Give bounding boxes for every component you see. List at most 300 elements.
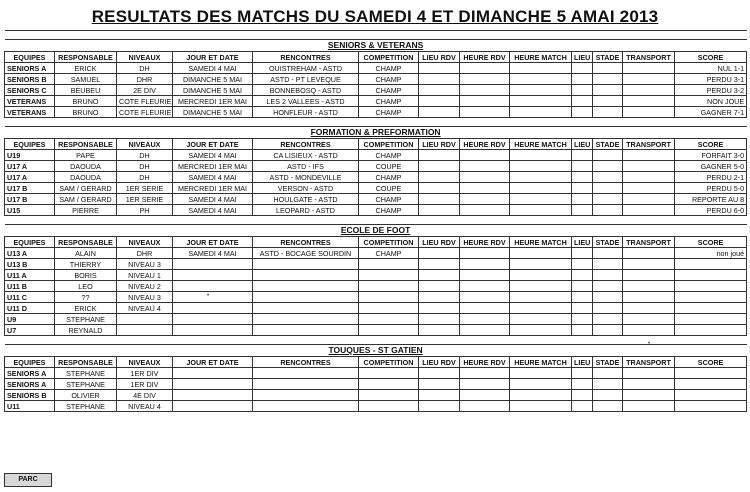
- table-cell: ASTD - IFS: [253, 161, 359, 172]
- table-cell: [460, 96, 510, 107]
- table-cell: [173, 270, 253, 281]
- table-row: [5, 172, 747, 183]
- table-cell: STEPHANE: [55, 314, 117, 325]
- table-cell: [593, 107, 623, 118]
- score-cell: [675, 259, 747, 270]
- table-cell: [593, 85, 623, 96]
- parc-button[interactable]: PARC: [4, 473, 52, 487]
- table-cell: VERSON - ASTD: [253, 183, 359, 194]
- table-cell: [460, 85, 510, 96]
- table-cell: [460, 107, 510, 118]
- table-cell: [593, 205, 623, 216]
- table-cell: [460, 270, 510, 281]
- table-cell: ??: [55, 292, 117, 303]
- table-cell: 1ER DIV: [117, 368, 173, 379]
- table-cell: [593, 63, 623, 74]
- table-cell: OLIVIER: [55, 390, 117, 401]
- team-cell: U11: [5, 401, 55, 412]
- score-cell: non joué: [675, 248, 747, 259]
- table-cell: [623, 63, 675, 74]
- table-cell: NIVEAU 2: [117, 281, 173, 292]
- table-cell: [253, 379, 359, 390]
- column-header: HEURE RDV: [460, 237, 510, 248]
- column-header: STADE: [593, 237, 623, 248]
- table-cell: COUPE: [359, 161, 419, 172]
- table-cell: [359, 259, 419, 270]
- table-cell: [623, 161, 675, 172]
- score-cell: PERDU 3-2: [675, 85, 747, 96]
- table-cell: [623, 85, 675, 96]
- table-cell: [419, 303, 460, 314]
- table-cell: [510, 161, 572, 172]
- table-cell: [460, 63, 510, 74]
- table-cell: [593, 368, 623, 379]
- table-cell: STEPHANE: [55, 379, 117, 390]
- table-cell: COUPE: [359, 183, 419, 194]
- score-cell: [675, 314, 747, 325]
- table-cell: [510, 172, 572, 183]
- table-cell: DH: [117, 161, 173, 172]
- table-cell: HOULGATE - ASTD: [253, 194, 359, 205]
- table-row: [5, 314, 747, 325]
- column-header: LIEU: [572, 52, 593, 63]
- table-cell: [623, 248, 675, 259]
- table-cell: [623, 368, 675, 379]
- table-cell: 1ER SERIE: [117, 194, 173, 205]
- column-header: HEURE MATCH: [510, 357, 572, 368]
- table-cell: [419, 161, 460, 172]
- table-cell: [510, 194, 572, 205]
- section-title: FORMATION & PREFORMATION: [5, 127, 747, 139]
- score-cell: NON JOUE: [675, 96, 747, 107]
- section-spacer: [5, 31, 747, 40]
- column-header: RESPONSABLE: [55, 139, 117, 150]
- table-cell: SAMEDI 4 MAI: [173, 150, 253, 161]
- table-cell: [419, 379, 460, 390]
- score-cell: PERDU 3-1: [675, 74, 747, 85]
- column-header: RESPONSABLE: [55, 52, 117, 63]
- table-cell: [510, 390, 572, 401]
- team-cell: U17 A: [5, 161, 55, 172]
- table-cell: [419, 74, 460, 85]
- table-cell: [572, 325, 593, 336]
- table-cell: PH: [117, 205, 173, 216]
- table-cell: [460, 401, 510, 412]
- table-cell: [173, 368, 253, 379]
- team-cell: SENIORS B: [5, 74, 55, 85]
- table-cell: DH: [117, 63, 173, 74]
- table-row: [5, 368, 747, 379]
- column-header: HEURE MATCH: [510, 237, 572, 248]
- table-cell: CHAMP: [359, 63, 419, 74]
- table-cell: [253, 314, 359, 325]
- table-cell: [572, 292, 593, 303]
- column-header: TRANSPORT: [623, 52, 675, 63]
- table-cell: [510, 63, 572, 74]
- table-cell: [253, 368, 359, 379]
- table-cell: [419, 150, 460, 161]
- table-cell: [460, 248, 510, 259]
- table-cell: [460, 161, 510, 172]
- table-row: [5, 390, 747, 401]
- table-cell: [359, 314, 419, 325]
- table-cell: COTE FLEURIE: [117, 107, 173, 118]
- stray-mark: •: [648, 341, 651, 347]
- table-cell: [572, 150, 593, 161]
- table-cell: [623, 107, 675, 118]
- table-cell: [510, 205, 572, 216]
- table-cell: [510, 259, 572, 270]
- table-cell: [253, 270, 359, 281]
- table-cell: CA LISIEUX - ASTD: [253, 150, 359, 161]
- table-cell: [593, 390, 623, 401]
- table-cell: [460, 183, 510, 194]
- table-cell: BONNEBOSQ - ASTD: [253, 85, 359, 96]
- table-cell: [173, 292, 253, 303]
- table-cell: [623, 150, 675, 161]
- table-cell: LEO: [55, 281, 117, 292]
- table-cell: [572, 281, 593, 292]
- table-cell: [623, 390, 675, 401]
- table-cell: [510, 107, 572, 118]
- table-cell: [253, 281, 359, 292]
- section-heading: [5, 127, 747, 139]
- table-cell: [173, 325, 253, 336]
- table-cell: [460, 259, 510, 270]
- team-cell: VETERANS: [5, 107, 55, 118]
- table-row: [5, 183, 747, 194]
- table-cell: PAPE: [55, 150, 117, 161]
- table-cell: [623, 401, 675, 412]
- table-cell: [623, 325, 675, 336]
- column-header: RESPONSABLE: [55, 357, 117, 368]
- column-header: EQUIPES: [5, 139, 55, 150]
- team-cell: SENIORS A: [5, 379, 55, 390]
- column-header: LIEU: [572, 139, 593, 150]
- table-cell: [419, 172, 460, 183]
- stray-mark: •: [207, 293, 210, 299]
- table-cell: [572, 379, 593, 390]
- table-cell: [623, 259, 675, 270]
- table-cell: [359, 292, 419, 303]
- table-cell: [593, 379, 623, 390]
- team-cell: U7: [5, 325, 55, 336]
- table-row: [5, 85, 747, 96]
- table-cell: NIVEAU 4: [117, 303, 173, 314]
- table-cell: [593, 259, 623, 270]
- column-header: SCORE: [675, 357, 747, 368]
- table-cell: [623, 194, 675, 205]
- column-header: SCORE: [675, 139, 747, 150]
- table-cell: MERCREDI 1ER MAI: [173, 183, 253, 194]
- table-cell: [460, 205, 510, 216]
- table-cell: [460, 390, 510, 401]
- table-cell: CHAMP: [359, 172, 419, 183]
- score-cell: FORFAIT 3-0: [675, 150, 747, 161]
- header-row: [5, 237, 747, 248]
- table-cell: ERICK: [55, 303, 117, 314]
- score-cell: REPORTE AU 8: [675, 194, 747, 205]
- header-row: [5, 357, 747, 368]
- table-cell: [623, 183, 675, 194]
- table-cell: [623, 292, 675, 303]
- table-cell: [623, 314, 675, 325]
- table-cell: 1ER SERIE: [117, 183, 173, 194]
- table-cell: STEPHANE: [55, 368, 117, 379]
- table-cell: [173, 281, 253, 292]
- table-cell: NIVEAU 3: [117, 292, 173, 303]
- table-cell: [460, 325, 510, 336]
- table-cell: [510, 85, 572, 96]
- table-cell: [593, 401, 623, 412]
- table-row: [5, 303, 747, 314]
- team-cell: U11 C: [5, 292, 55, 303]
- table-cell: DIMANCHE 5 MAI: [173, 107, 253, 118]
- table-cell: ERICK: [55, 63, 117, 74]
- column-header: JOUR ET DATE: [173, 52, 253, 63]
- table-row: [5, 248, 747, 259]
- table-cell: BORIS: [55, 270, 117, 281]
- table-cell: [460, 281, 510, 292]
- table-cell: [572, 270, 593, 281]
- table-cell: [253, 259, 359, 270]
- section-title: SENIORS & VETERANS: [5, 40, 747, 52]
- table-cell: [572, 194, 593, 205]
- column-header: HEURE RDV: [460, 357, 510, 368]
- table-cell: STEPHANE: [55, 401, 117, 412]
- table-cell: [173, 379, 253, 390]
- column-header: HEURE RDV: [460, 139, 510, 150]
- table-cell: CHAMP: [359, 96, 419, 107]
- table-cell: [572, 107, 593, 118]
- table-cell: [117, 325, 173, 336]
- table-cell: [510, 281, 572, 292]
- table-cell: [593, 248, 623, 259]
- table-cell: MERCREDI 1ER MAI: [173, 96, 253, 107]
- table-cell: 4E DIV: [117, 390, 173, 401]
- table-cell: [510, 379, 572, 390]
- table-cell: CHAMP: [359, 107, 419, 118]
- team-cell: SENIORS A: [5, 368, 55, 379]
- table-cell: MERCREDI 1ER MAI: [173, 161, 253, 172]
- section-heading: [5, 345, 747, 357]
- score-cell: [675, 303, 747, 314]
- table-cell: [460, 74, 510, 85]
- table-cell: ALAIN: [55, 248, 117, 259]
- table-cell: [419, 107, 460, 118]
- score-cell: GAGNER 7-1: [675, 107, 747, 118]
- table-row: [5, 281, 747, 292]
- table-row: [5, 259, 747, 270]
- section-spacer: [5, 216, 747, 225]
- table-row: [5, 205, 747, 216]
- column-header: LIEU RDV: [419, 237, 460, 248]
- score-cell: PERDU 2-1: [675, 172, 747, 183]
- team-cell: U17 B: [5, 194, 55, 205]
- table-cell: [593, 303, 623, 314]
- table-cell: [510, 303, 572, 314]
- team-cell: VETERANS: [5, 96, 55, 107]
- table-cell: [593, 183, 623, 194]
- table-cell: [623, 281, 675, 292]
- table-cell: [460, 303, 510, 314]
- column-header: STADE: [593, 52, 623, 63]
- table-cell: [173, 314, 253, 325]
- column-header: COMPETITION: [359, 357, 419, 368]
- team-cell: U17 A: [5, 172, 55, 183]
- table-cell: [572, 96, 593, 107]
- column-header: HEURE RDV: [460, 52, 510, 63]
- column-header: RENCONTRES: [253, 357, 359, 368]
- table-cell: [572, 172, 593, 183]
- score-cell: [675, 281, 747, 292]
- table-cell: CHAMP: [359, 150, 419, 161]
- table-cell: [359, 303, 419, 314]
- table-cell: [359, 401, 419, 412]
- table-cell: DIMANCHE 5 MAI: [173, 74, 253, 85]
- table-cell: BRUNO: [55, 96, 117, 107]
- table-cell: SAMEDI 4 MAI: [173, 63, 253, 74]
- table-cell: [419, 205, 460, 216]
- results-table: [4, 30, 747, 412]
- column-header: EQUIPES: [5, 52, 55, 63]
- table-cell: [419, 281, 460, 292]
- column-header: NIVEAUX: [117, 139, 173, 150]
- table-cell: 2E DIV: [117, 85, 173, 96]
- column-header: NIVEAUX: [117, 357, 173, 368]
- section-heading: [5, 40, 747, 52]
- page-title: RESULTATS DES MATCHS DU SAMEDI 4 ET DIMANCHE 5 AMAI 2013: [91, 7, 659, 26]
- section-title: ECOLE DE FOOT: [5, 225, 747, 237]
- score-cell: [675, 292, 747, 303]
- table-row: [5, 96, 747, 107]
- table-cell: [572, 368, 593, 379]
- column-header: JOUR ET DATE: [173, 139, 253, 150]
- table-cell: [359, 379, 419, 390]
- table-cell: COTE FLEURIE: [117, 96, 173, 107]
- table-row: [5, 292, 747, 303]
- table-cell: [572, 401, 593, 412]
- table-cell: [460, 379, 510, 390]
- table-cell: [593, 161, 623, 172]
- column-header: LIEU RDV: [419, 139, 460, 150]
- table-cell: [419, 325, 460, 336]
- team-cell: U11 B: [5, 281, 55, 292]
- table-cell: REYNALD: [55, 325, 117, 336]
- table-cell: [253, 303, 359, 314]
- table-cell: DHR: [117, 248, 173, 259]
- table-cell: DAOUDA: [55, 172, 117, 183]
- table-cell: [253, 325, 359, 336]
- table-cell: CHAMP: [359, 205, 419, 216]
- table-cell: CHAMP: [359, 85, 419, 96]
- table-cell: [623, 379, 675, 390]
- table-cell: [359, 281, 419, 292]
- table-cell: ASTD - MONDEVILLE: [253, 172, 359, 183]
- table-cell: [510, 314, 572, 325]
- table-row: [5, 150, 747, 161]
- table-cell: [359, 270, 419, 281]
- column-header: SCORE: [675, 237, 747, 248]
- column-header: TRANSPORT: [623, 139, 675, 150]
- table-cell: [572, 248, 593, 259]
- team-cell: U19: [5, 150, 55, 161]
- column-header: RENCONTRES: [253, 237, 359, 248]
- column-header: NIVEAUX: [117, 52, 173, 63]
- score-cell: [675, 270, 747, 281]
- table-cell: [623, 270, 675, 281]
- table-row: [5, 325, 747, 336]
- column-header: NIVEAUX: [117, 237, 173, 248]
- table-cell: [572, 390, 593, 401]
- table-cell: [460, 368, 510, 379]
- table-cell: CHAMP: [359, 248, 419, 259]
- table-cell: [419, 96, 460, 107]
- table-cell: [572, 205, 593, 216]
- column-header: TRANSPORT: [623, 357, 675, 368]
- table-cell: [419, 368, 460, 379]
- table-cell: [593, 74, 623, 85]
- table-cell: [510, 150, 572, 161]
- table-cell: [510, 368, 572, 379]
- team-cell: U17 B: [5, 183, 55, 194]
- table-cell: [253, 292, 359, 303]
- score-cell: [675, 325, 747, 336]
- table-cell: LES 2 VALLEES - ASTD: [253, 96, 359, 107]
- table-row: [5, 161, 747, 172]
- table-cell: [419, 85, 460, 96]
- table-row: [5, 194, 747, 205]
- table-cell: [419, 248, 460, 259]
- table-cell: [359, 325, 419, 336]
- column-header: EQUIPES: [5, 237, 55, 248]
- column-header: STADE: [593, 139, 623, 150]
- table-cell: [253, 401, 359, 412]
- table-row: [5, 63, 747, 74]
- column-header: HEURE MATCH: [510, 52, 572, 63]
- table-cell: [419, 314, 460, 325]
- column-header: COMPETITION: [359, 52, 419, 63]
- team-cell: U13 B: [5, 259, 55, 270]
- section-heading: [5, 225, 747, 237]
- table-cell: [460, 292, 510, 303]
- table-cell: BEUBEU: [55, 85, 117, 96]
- table-cell: [419, 194, 460, 205]
- column-header: SCORE: [675, 52, 747, 63]
- team-cell: U11 A: [5, 270, 55, 281]
- column-header: JOUR ET DATE: [173, 357, 253, 368]
- table-cell: [510, 248, 572, 259]
- score-cell: [675, 401, 747, 412]
- table-cell: [173, 401, 253, 412]
- table-cell: SAMEDI 4 MAI: [173, 205, 253, 216]
- table-cell: DAOUDA: [55, 161, 117, 172]
- table-cell: [419, 390, 460, 401]
- table-cell: [460, 194, 510, 205]
- table-cell: OUISTREHAM - ASTD: [253, 63, 359, 74]
- table-cell: DHR: [117, 74, 173, 85]
- column-header: LIEU RDV: [419, 52, 460, 63]
- table-cell: [359, 368, 419, 379]
- team-cell: SENIORS B: [5, 390, 55, 401]
- table-cell: [419, 63, 460, 74]
- table-row: [5, 379, 747, 390]
- table-row: [5, 270, 747, 281]
- table-cell: [510, 96, 572, 107]
- table-cell: [593, 96, 623, 107]
- header-row: [5, 139, 747, 150]
- table-cell: [572, 85, 593, 96]
